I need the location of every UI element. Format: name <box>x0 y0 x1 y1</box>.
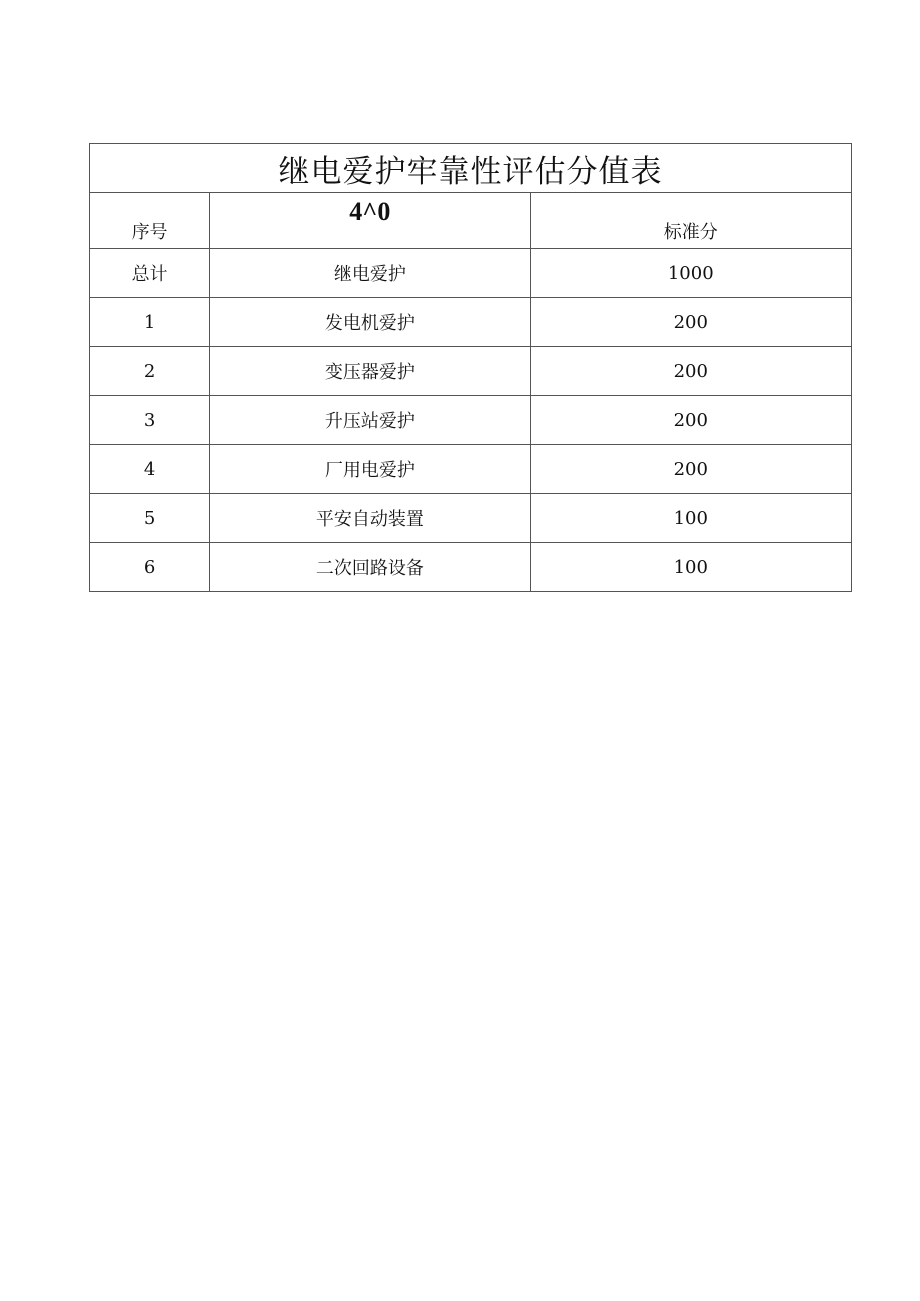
table-title-row <box>90 144 852 193</box>
row-item: 发电机爱护 <box>210 298 530 347</box>
header-index: 序号 <box>90 193 210 249</box>
row-index: 6 <box>90 543 210 592</box>
header-standard-score: 标准分 <box>530 193 851 249</box>
table-row <box>90 249 852 298</box>
row-score: 200 <box>530 347 851 396</box>
row-item: 二次回路设备 <box>210 543 530 592</box>
row-index: 1 <box>90 298 210 347</box>
row-item: 厂用电爱护 <box>210 445 530 494</box>
row-item: 继电爱护 <box>210 249 530 298</box>
table-row <box>90 298 852 347</box>
row-score: 1000 <box>530 249 851 298</box>
row-score: 200 <box>530 445 851 494</box>
header-item: 4^0 <box>210 193 530 249</box>
table-row <box>90 347 852 396</box>
row-index: 4 <box>90 445 210 494</box>
row-index: 5 <box>90 494 210 543</box>
row-index: 2 <box>90 347 210 396</box>
row-score: 100 <box>530 543 851 592</box>
score-table <box>89 143 852 592</box>
table-row <box>90 445 852 494</box>
table-row <box>90 396 852 445</box>
table-row <box>90 543 852 592</box>
row-item: 变压器爱护 <box>210 347 530 396</box>
table-header-row <box>90 193 852 249</box>
row-score: 100 <box>530 494 851 543</box>
row-item: 升压站爱护 <box>210 396 530 445</box>
row-index: 总计 <box>90 249 210 298</box>
table-title: 继电爱护牢靠性评估分值表 <box>90 144 852 193</box>
row-index: 3 <box>90 396 210 445</box>
table-row <box>90 494 852 543</box>
row-score: 200 <box>530 298 851 347</box>
row-item: 平安自动装置 <box>210 494 530 543</box>
row-score: 200 <box>530 396 851 445</box>
